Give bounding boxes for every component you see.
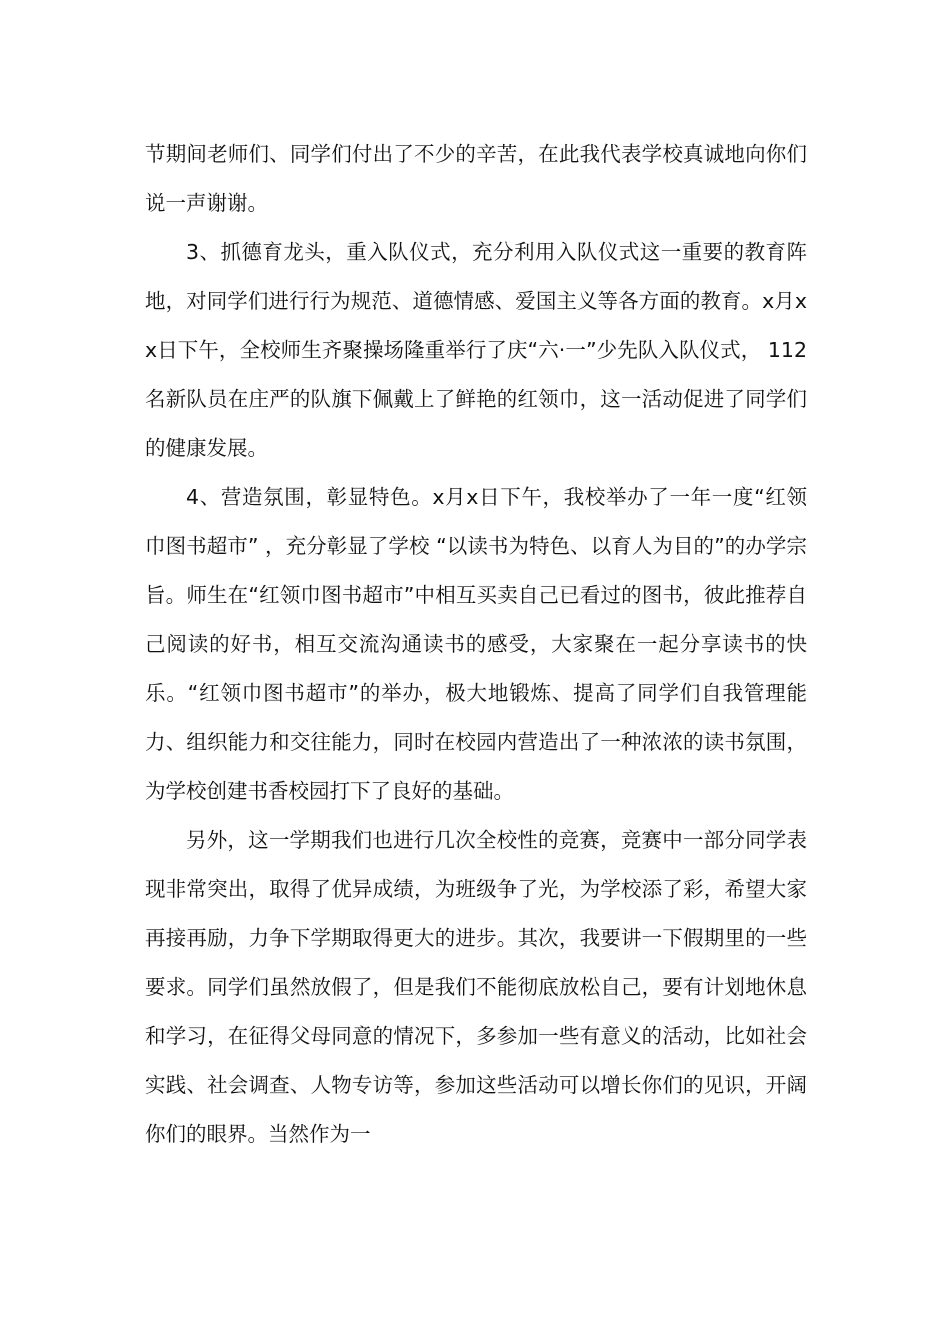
paragraph-book-market: 4、营造氛围，彰显特色。x月x日下午，我校举办了一年一度“红领巾图书超市” ，充分彰显了学校 “以读书为特色、以育人为目的”的办学宗旨。师生在“红领巾图书超市”中相互买卖自己已看过的图书，彼此推荐自己阅读的好书，相互交流沟通读书的感受，大家聚在一起分享读书的快乐。“红领巾图书超市”的举办，极大地锻炼、提高了同学们自我管理能力、组织能力和交往能力，同时在校园内营造出了一种浓浓的读书氛围，为学校创建书香校园打下了良好的基础。 (145, 485, 807, 803)
paragraph-holiday-requirements: 另外，这一学期我们也进行几次全校性的竞赛，竞赛中一部分同学表现非常突出，取得了优异成绩，为班级争了光，为学校添了彩，希望大家再接再励，力争下学期取得更大的进步。其次，我要讲一下假期里的一些要求。同学们虽然放假了，但是我们不能彻底放松自己，要有计划地休息和学习，在征得父母同意的情况下，多参加一些有意义的活动，比如社会实践、社会调查、人物专访等，参加这些活动可以增长你们的见识，开阔你们的眼界。当然作为一 (145, 828, 807, 1146)
paragraph-moral-education: 3、抓德育龙头，重入队仪式，充分利用入队仪式这一重要的教育阵地，对同学们进行行为规范、道德情感、爱国主义等各方面的教育。x月xx日下午，全校师生齐聚操场隆重举行了庆“六·一”少先队入队仪式， 112名新队员在庄严的队旗下佩戴上了鲜艳的红领巾，这一活动促进了同学们的健康发展。 (145, 240, 807, 460)
paragraph-continuation: 节期间老师们、同学们付出了不少的辛苦，在此我代表学校真诚地向你们说一声谢谢。 (145, 142, 807, 215)
body-text (145, 130, 807, 1159)
